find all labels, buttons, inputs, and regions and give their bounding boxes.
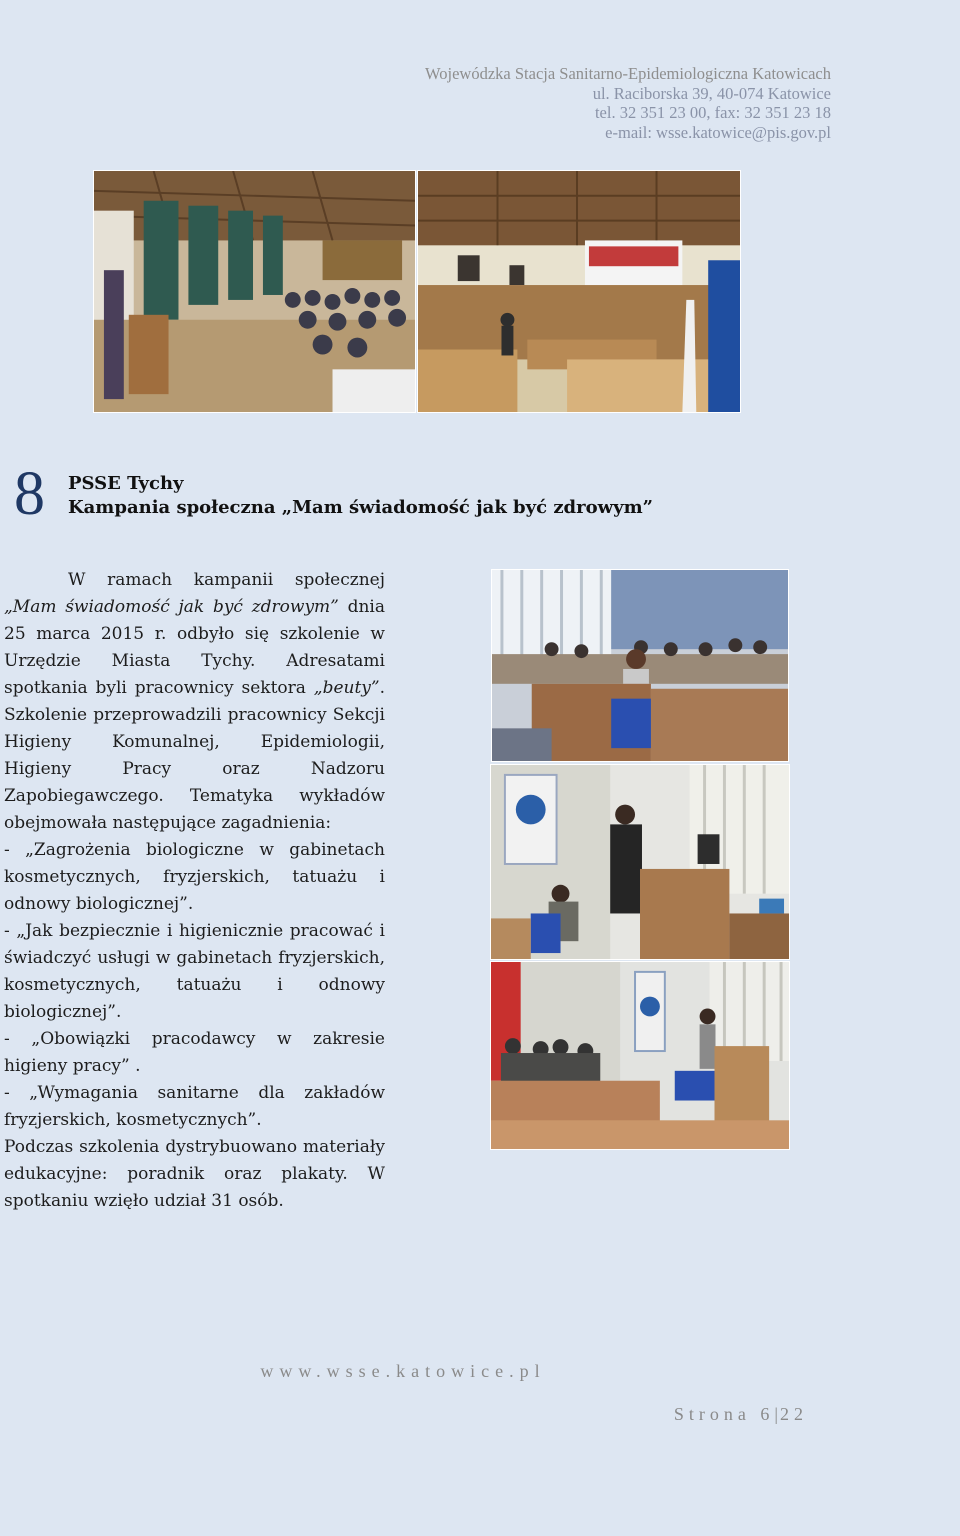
section-title (68, 472, 653, 520)
photo-speaker-at-podium (490, 764, 790, 960)
topic-item-1: - „Zagrożenia biologiczne w gabinetach kosmetycznych, fryzjerskich, tatuażu i odnowy biologicznej”. (4, 840, 385, 914)
letterhead-institution: Wojewódzka Stacja Sanitarno-Epidemiologiczna Katowicach (425, 64, 831, 83)
page-label: Strona (673, 1404, 751, 1424)
photo-training-participants (491, 569, 789, 762)
letterhead-phone: tel. 32 351 23 00, fax: 32 351 23 18 (594, 103, 831, 122)
closing-paragraph: Podczas szkolenia dystrybuowano materiały edukacyjne: poradnik oraz plakaty. W spotkaniu wzięło udział 31 osób. (4, 1137, 385, 1211)
page-separator: | (774, 1404, 780, 1424)
footer-website: www.wsse.katowice.pl (260, 1361, 546, 1381)
page-current: 6 (760, 1404, 775, 1424)
intro-text-c: . Szkolenie przeprowadzili pracownicy Sekcji Higieny Komunalnej, Epidemiologii, Higieny Pracy oraz Nadzoru Zapobiegawczego. Tematyka wykładów obejmowała następujące zagadnienia: (4, 678, 385, 833)
section-title-line1: PSSE Tychy (68, 473, 184, 494)
intro-text-b: dnia 25 marca 2015 r. odbyło się szkolenie w Urzędzie Miasta Tychy. Adresatami spotkania byli pracownicy sektora (4, 597, 385, 698)
letterhead (425, 64, 831, 142)
intro-text-a: W ramach kampanii społecznej (68, 570, 385, 590)
letterhead-email: e-mail: wsse.katowice@pis.gov.pl (605, 122, 831, 142)
photo-lecture-hall-audience (93, 170, 416, 413)
page-total: 22 (780, 1404, 808, 1424)
section-title-line2: Kampania społeczna „Mam świadomość jak być zdrowym” (68, 497, 653, 518)
photo-meeting-panel (490, 961, 790, 1150)
sector-name: „beuty” (313, 678, 380, 698)
topic-item-2: - „Jak bezpiecznie i higienicznie pracować i świadczyć usługi w gabinetach fryzjerskich, kosmetycznych, tatuażu i odnowy biologicznej”. (4, 921, 385, 1022)
topic-item-3: - „Obowiązki pracodawcy w zakresie higieny pracy” . (4, 1029, 385, 1076)
intro-paragraph (4, 567, 385, 837)
article-body (4, 567, 385, 1215)
topic-item-4: - „Wymagania sanitarne dla zakładów fryzjerskich, kosmetycznych”. (4, 1083, 385, 1130)
photo-conference-room-screen (417, 170, 741, 413)
campaign-name: „Mam świadomość jak być zdrowym” (4, 597, 339, 617)
section-number: 8 (14, 460, 45, 528)
page-number (674, 1404, 808, 1425)
letterhead-address: ul. Raciborska 39, 40-074 Katowice (592, 83, 831, 103)
